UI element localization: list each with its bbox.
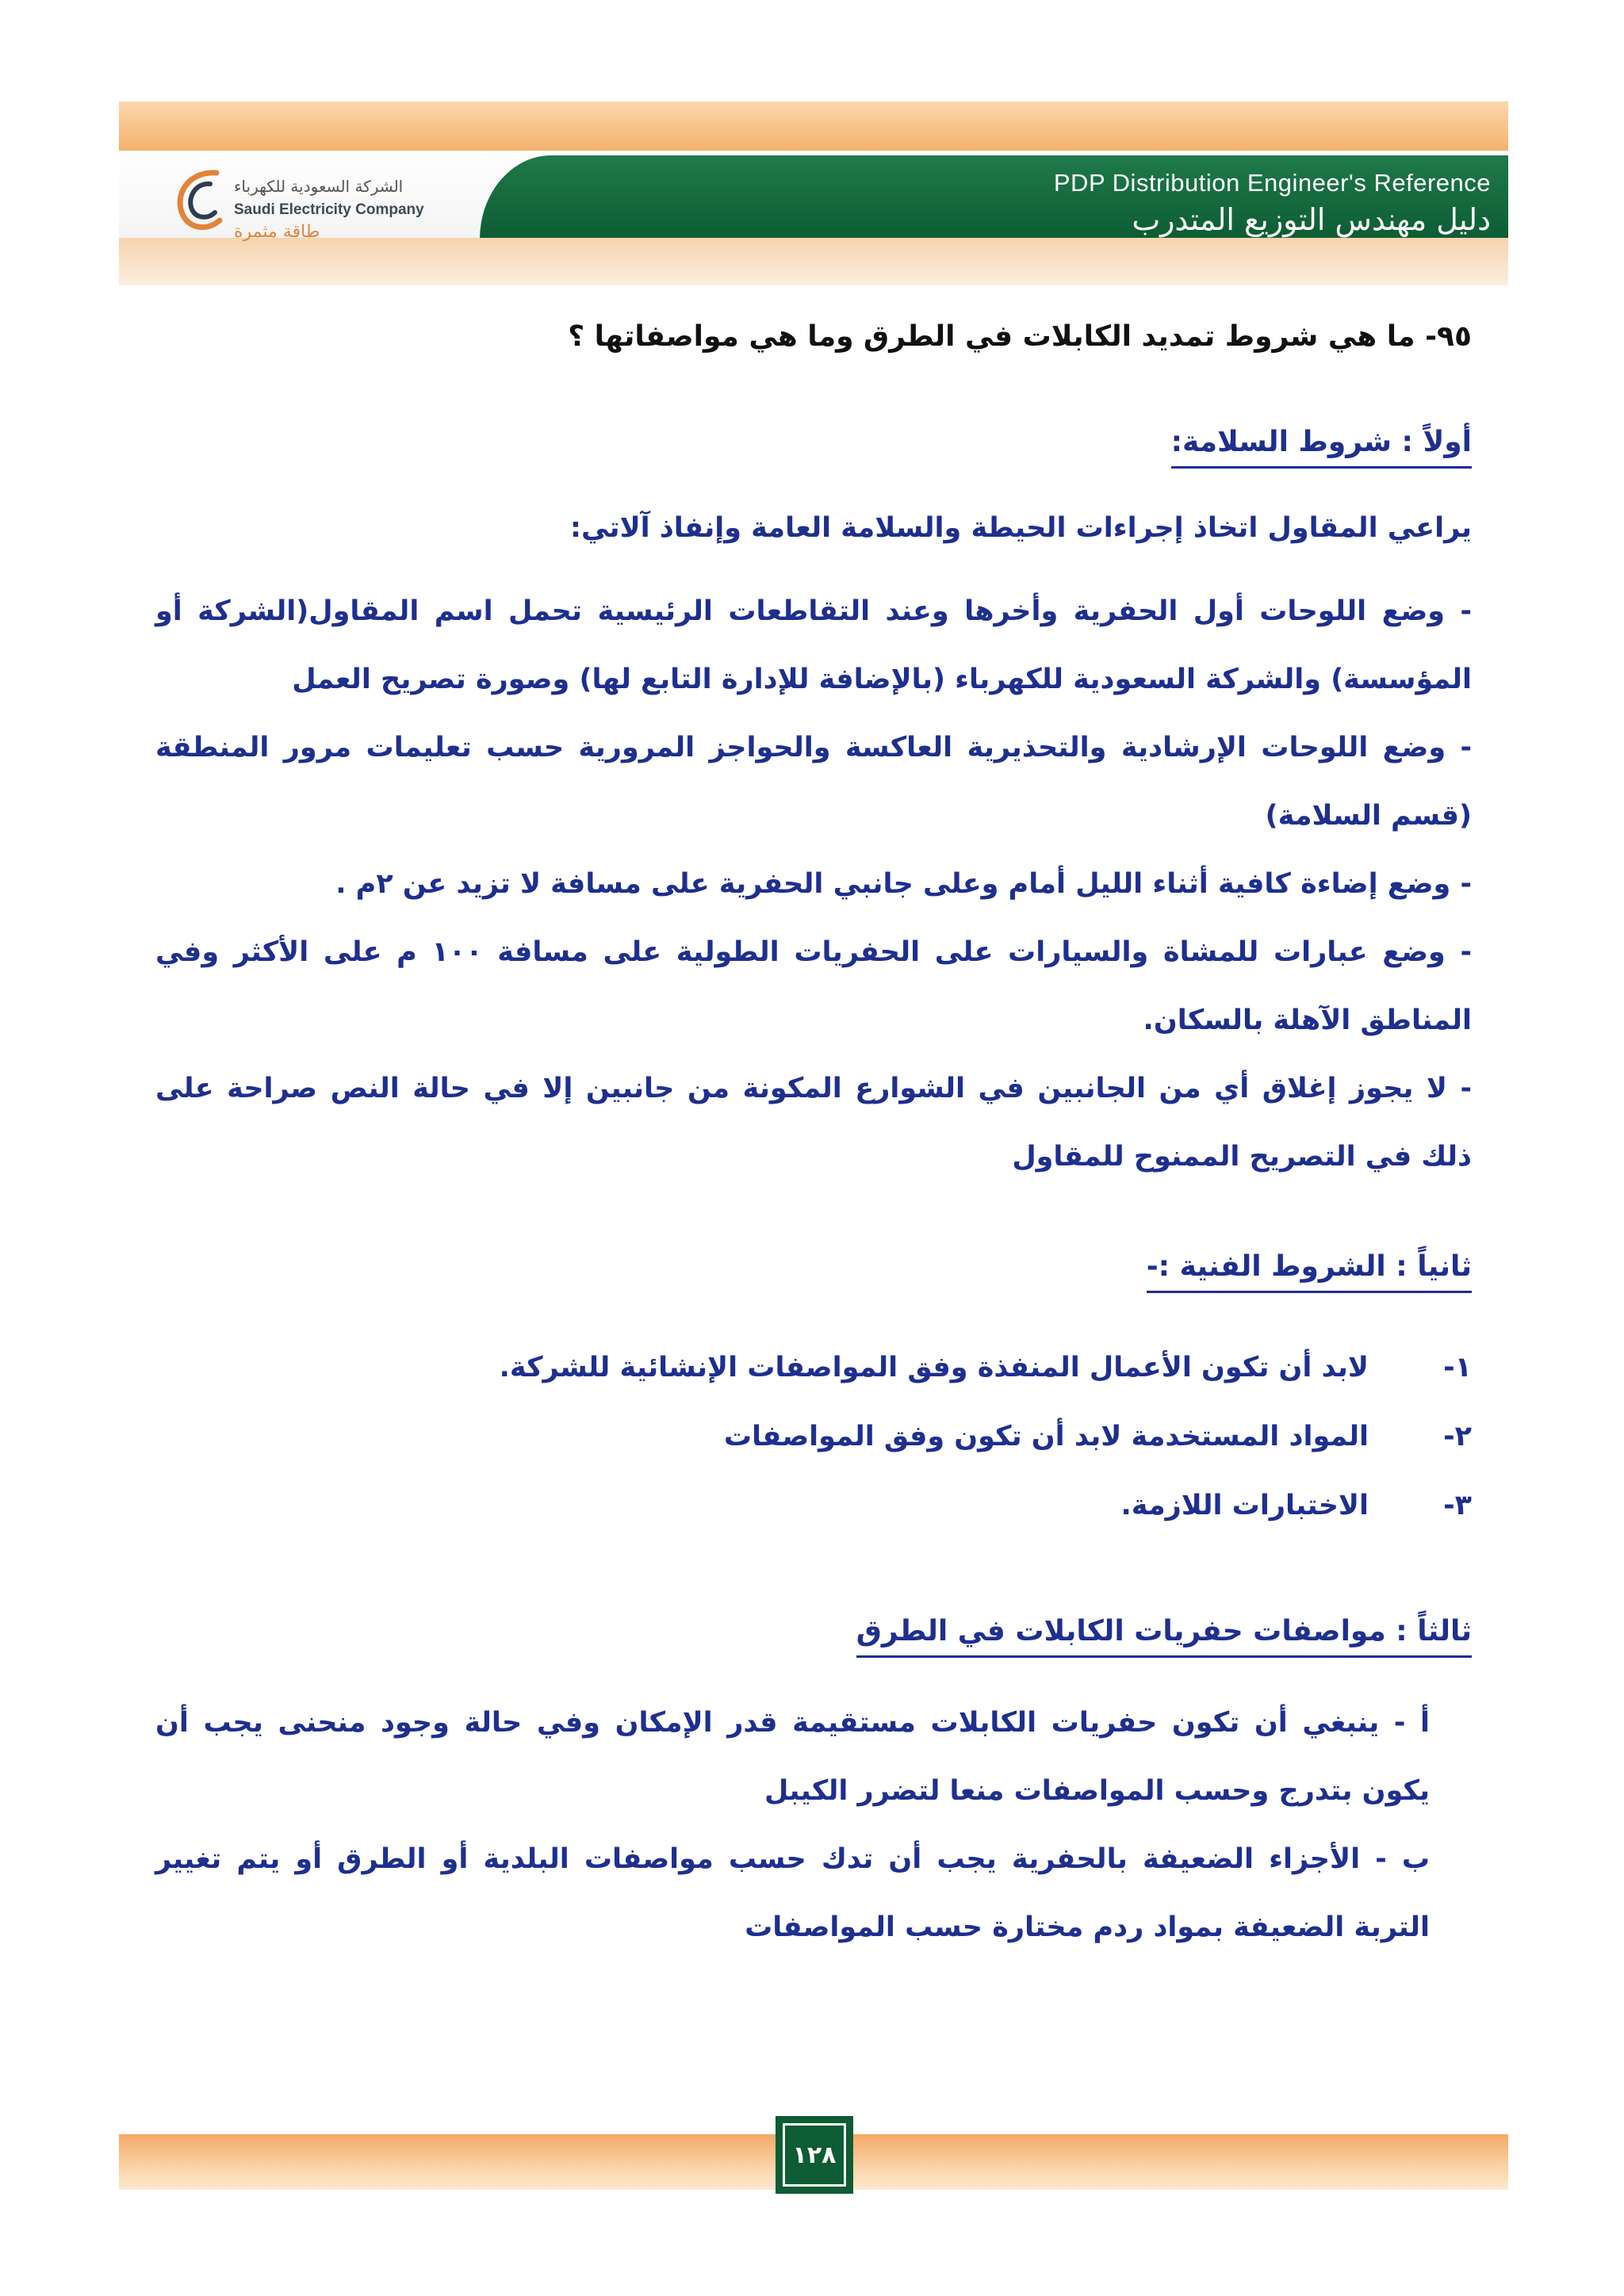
numbered-item (500, 1402, 1472, 1471)
spec-item: ب - الأجزاء الضعيفة بالحفرية يجب أن تدك حسب مواصفات البلدية أو الطرق أو يتم تغيير التربة الضعيفة بمواد ردم مختارة حسب المواصفات (155, 1843, 1430, 1943)
header-top-band (119, 101, 1508, 151)
numbered-item (500, 1333, 1472, 1402)
page-number: ١٢٨ (783, 2123, 846, 2187)
item-number: ٢- (1443, 1420, 1472, 1452)
item-text: الاختبارات اللازمة. (1120, 1489, 1369, 1521)
question-title: ٩٥- ما هي شروط تمديد الكابلات في الطرق وما هي مواصفاتها ؟ (568, 320, 1472, 353)
header-title-ar: دليل مهندس التوزيع المتدرب (1132, 202, 1491, 237)
bullet-item: - وضع عبارات للمشاة والسيارات على الحفريات الطولية على مسافة ١٠٠ م على الأكثر وفي المناطق الآهلة بالسكان. (155, 936, 1472, 1036)
section1-heading: أولاً : شروط السلامة: (1171, 420, 1472, 469)
header-title-en: PDP Distribution Engineer's Reference (1053, 169, 1491, 197)
numbered-item (500, 1471, 1472, 1540)
bullet-item: - وضع إضاءة كافية أثناء الليل أمام وعلى جانبي الحفرية على مسافة لا تزيد عن ٢م . (335, 868, 1472, 900)
section2-list (500, 1333, 1472, 1540)
page-number-box (776, 2116, 853, 2194)
bullet-item: - لا يجوز إغلاق أي من الجانبين في الشوارع المكونة من جانبين إلا في حالة النص صراحة على ذلك في التصريح الممنوح للمقاول (155, 1073, 1472, 1173)
section1-bullets (155, 577, 1472, 1191)
logo-name-en: Saudi Electricity Company (234, 201, 424, 218)
logo-name-ar: الشركة السعودية للكهرباء (234, 177, 404, 196)
item-number: ٣- (1443, 1489, 1472, 1521)
section1-intro: يراعي المقاول اتخاذ إجراءات الحيطة والسلامة العامة وإنفاذ آلاتي: (570, 512, 1472, 544)
section3-list (155, 1689, 1430, 1961)
section3-heading: ثالثاً : مواصفات حفريات الكابلات في الطرق (856, 1609, 1472, 1658)
spec-item: أ - ينبغي أن تكون حفريات الكابلات مستقيمة قدر الإمكان وفي حالة وجود منحنى يجب أن يكون بتدرج وحسب المواصفات منعا لتضرر الكيبل (155, 1707, 1430, 1807)
section2-heading: ثانياً : الشروط الفنية :- (1147, 1245, 1472, 1293)
item-text: لابد أن تكون الأعمال المنفذة وفق المواصفات الإنشائية للشركة. (499, 1351, 1369, 1383)
bullet-item: - وضع اللوحات أول الحفرية وأخرها وعند التقاطعات الرئيسية تحمل اسم المقاول(الشركة أو المؤسسة) والشركة السعودية للكهرباء (بالإضافة للإدارة التابع لها) وصورة تصريح العمل (155, 595, 1472, 695)
logo-tagline: طاقة مثمرة (234, 222, 320, 242)
item-text: المواد المستخدمة لابد أن تكون وفق المواصفات (723, 1420, 1369, 1452)
sec-logo-icon (170, 165, 226, 236)
bullet-item: - وضع اللوحات الإرشادية والتحذيرية العاكسة والحواجز المرورية حسب تعليمات مرور المنطقة (قسم السلامة) (155, 732, 1472, 832)
item-number: ١- (1443, 1351, 1472, 1383)
company-logo (170, 159, 456, 246)
